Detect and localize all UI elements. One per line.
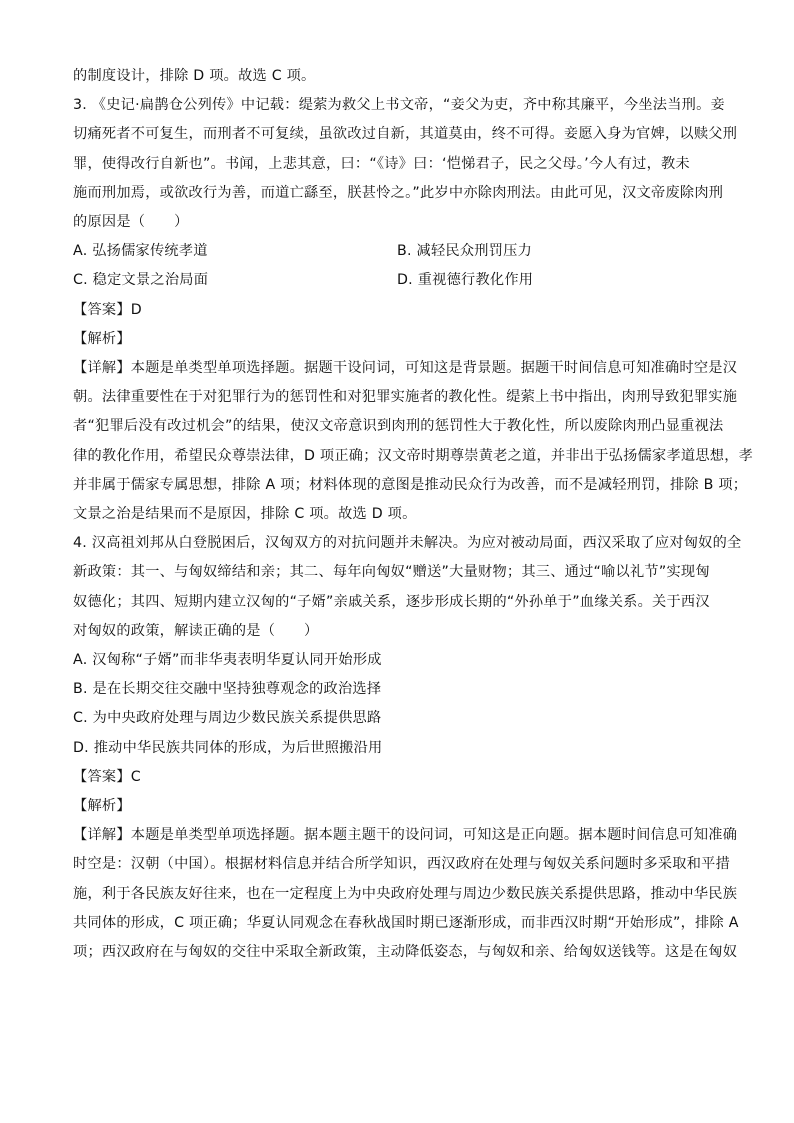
detail-line: 【详解】本题是单类型单项选择题。据题干设问词，可知这是背景题。据题干时间信息可知准确时空是汉 xyxy=(73,360,738,377)
question-4 xyxy=(73,529,742,967)
question-stem-line: 罪，使得改行自新也”。书闻，上悲其意，曰：“《诗》曰：‘恺悌君子，民之父母。’今人有过，教未 xyxy=(73,155,690,172)
question-stem-line: 奴德化；其四、短期内建立汉匈的“子婿”亲戚关系，逐步形成长期的“外孙单于”血缘关系。关于西汉 xyxy=(73,593,710,610)
option-a: A. 弘扬儒家传统孝道 xyxy=(73,243,208,260)
option-c: C. 为中央政府处理与周边少数民族关系提供思路 xyxy=(73,710,382,727)
answer-label: 【答案】D xyxy=(73,301,142,318)
option-c: C. 稳定文景之治局面 xyxy=(73,272,209,289)
option-d: D. 重视德行教化作用 xyxy=(397,272,534,289)
option-b: B. 是在长期交往交融中坚持独尊观念的政治选择 xyxy=(73,681,382,698)
question-stem-line: 3. 《史记·扁鹊仓公列传》中记载：缇萦为救父上书文帝，“妾父为吏，齐中称其廉平，今坐法当刑。妾 xyxy=(73,97,725,114)
option-a: A. 汉匈称“子婿”而非华夷表明华夏认同开始形成 xyxy=(73,652,382,669)
option-d: D. 推动中华民族共同体的形成，为后世照搬沿用 xyxy=(73,739,383,756)
option-row xyxy=(73,266,734,295)
question-stem-line: 新政策：其一、与匈奴缔结和亲；其二、每年向匈奴“赠送”大量财物；其三、通过“喻以礼节”实现匈 xyxy=(73,564,710,581)
detail-line: 朝。法律重要性在于对犯罪行为的惩罚性和对犯罪实施者的教化性。缇萦上书中指出，肉刑导致犯罪实施 xyxy=(73,389,738,406)
question-stem-line: 施而刑加焉，或欲改行为善，而道亡繇至，朕甚怜之。”此岁中亦除肉刑法。由此可见，汉文帝废除肉刑 xyxy=(73,184,724,201)
question-stem-line: 对匈奴的政策，解读正确的是（ ） xyxy=(73,622,319,639)
option-b: B. 减轻民众刑罚压力 xyxy=(397,243,533,260)
detail-line: 共同体的形成，C 项正确；华夏认同观念在春秋战国时期已逐渐形成，而非西汉时期“开始形成”，排除 A xyxy=(73,914,739,931)
question-stem-line: 的原因是（ ） xyxy=(73,214,189,231)
option-row xyxy=(73,237,734,266)
detail-line: 项；西汉政府在与匈奴的交往中采取全新政策，主动降低姿态，与匈奴和亲、给匈奴送钱等。这是在匈奴 xyxy=(73,944,738,961)
question-stem-line: 4. 汉高祖刘邦从白登脱困后，汉匈双方的对抗问题并未解决。为应对被动局面，西汉采取了应对匈奴的全 xyxy=(73,535,742,552)
analysis-label: 【解析】 xyxy=(73,330,131,347)
question-3 xyxy=(73,91,754,529)
detail-line: 【详解】本题是单类型单项选择题。据本题主题干的设问词，可知这是正向题。据本题时间信息可知准确 xyxy=(73,827,738,844)
detail-line: 文景之治是结果而不是原因，排除 C 项。故选 D 项。 xyxy=(73,506,417,523)
answer-label: 【答案】C xyxy=(73,768,141,785)
detail-line: 并非属于儒家专属思想，排除 A 项；材料体现的意图是推动民众行为改善，而不是减轻刑罚，排除 B 项； xyxy=(73,476,748,493)
question-stem-line: 切痛死者不可复生，而刑者不可复续，虽欲改过自新，其道莫由，终不可得。妾愿入身为官婢，以赎父刑 xyxy=(73,126,738,143)
detail-line: 律的教化作用，希望民众尊崇法律，D 项正确；汉文帝时期尊崇黄老之道，并非出于弘扬儒家孝道思想，孝 xyxy=(73,447,754,464)
detail-line: 时空是：汉朝（中国）。根据材料信息并结合所学知识，西汉政府在处理与匈奴关系问题时多采取和平措 xyxy=(73,856,731,873)
detail-line: 施，利于各民族友好往来，也在一定程度上为中央政府处理与周边少数民族关系提供思路，推动中华民族 xyxy=(73,885,738,902)
detail-line: 者“犯罪后没有改过机会”的结果，使汉文帝意识到肉刑的惩罚性大于教化性，所以废除肉刑凸显重视法 xyxy=(73,418,724,435)
analysis-label: 【解析】 xyxy=(73,798,131,815)
text-line: 的制度设计，排除 D 项。故选 C 项。 xyxy=(73,68,316,84)
